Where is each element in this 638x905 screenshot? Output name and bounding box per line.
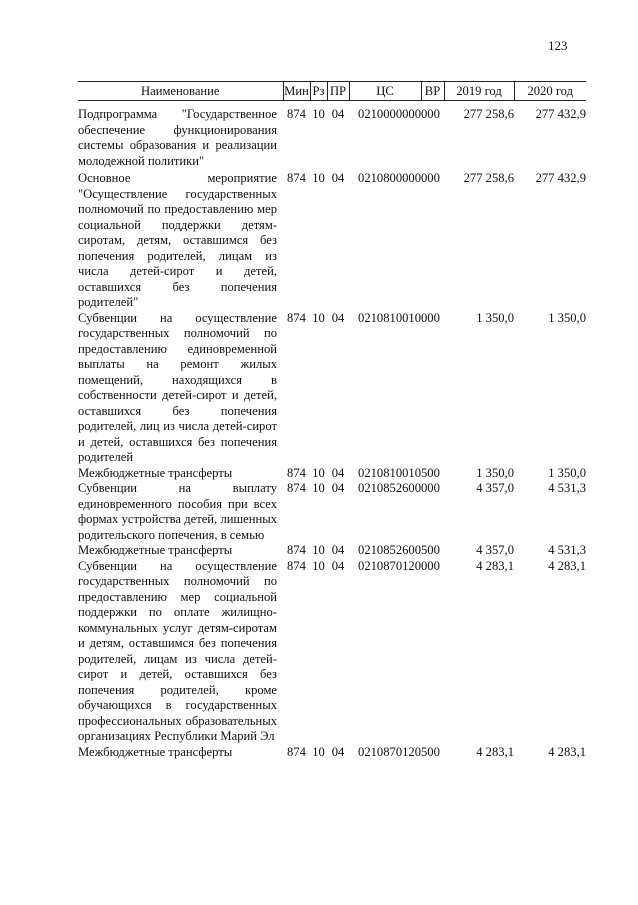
row-rz: 10 (312, 543, 325, 557)
table-row (78, 481, 586, 543)
row-cs: 0210800000 (358, 171, 421, 185)
row-name: Подпрограмма "Государственное обеспечение функционирования системы образования и реализации молодежной политики" (78, 107, 277, 168)
row-min: 874 (287, 107, 306, 121)
row-cs: 0210852600 (358, 481, 421, 495)
row-min: 874 (287, 543, 306, 557)
row-2020: 277 432,9 (535, 107, 586, 121)
row-rz: 10 (312, 310, 325, 325)
table-row (78, 171, 586, 311)
row-pr: 04 (331, 558, 345, 573)
row-2020: 4 531,3 (548, 481, 586, 495)
row-2020: 1 350,0 (548, 310, 586, 325)
row-name: Субвенции на осуществление государственных полномочий по предоставлению мер социальной поддержки по оплате жилищно-коммунальных услуг детям-сиротам и детям, оставшимся без попечения родителей, лицам из числа детей-сирот и детей, оставшихся без попечения родителей, кроме обучающихся в государственных профессиональных образовательных организациях Республики Марий Эл (78, 558, 277, 743)
row-min: 874 (287, 481, 306, 495)
row-pr: 04 (331, 481, 345, 495)
row-vr: 500 (421, 543, 440, 557)
row-rz: 10 (312, 171, 325, 185)
row-pr: 04 (331, 543, 345, 557)
row-pr: 04 (331, 171, 345, 185)
table-row (78, 559, 586, 745)
header-name: Наименование (78, 82, 283, 101)
table-row (78, 311, 586, 466)
row-2019: 4 283,1 (476, 558, 514, 573)
row-name: Основное мероприятие "Осуществление государственных полномочий по предоставлению мер социальной поддержки детям-сиротам, детям, оставшимся без попечения родителей, лицам из числа детей-сирот и детей, оставшихся без попечения родителей" (78, 171, 277, 309)
row-min: 874 (287, 558, 306, 573)
row-2019: 1 350,0 (476, 465, 514, 480)
page-number: 123 (548, 38, 568, 53)
row-name: Межбюджетные трансферты (78, 543, 233, 557)
row-pr: 04 (331, 107, 345, 121)
row-vr: 000 (421, 558, 440, 573)
row-2019: 277 258,6 (463, 171, 514, 185)
header-pr: ПР (327, 82, 349, 101)
row-pr: 04 (331, 310, 345, 325)
row-vr: 000 (421, 310, 440, 325)
row-name: Субвенции на выплату единовременного пособия при всех формах устройства детей, лишенных родительского попечения, в семью (78, 481, 277, 542)
row-rz: 10 (312, 465, 325, 480)
row-2019: 4 357,0 (476, 481, 514, 495)
row-cs: 0210852600 (358, 543, 421, 557)
row-2020: 277 432,9 (535, 171, 586, 185)
header-rz: Рз (310, 82, 327, 101)
row-cs: 0210870120 (358, 744, 421, 759)
row-2019: 4 283,1 (476, 744, 514, 759)
row-vr: 000 (421, 107, 440, 121)
row-cs: 0210810010 (358, 310, 421, 325)
header-2020: 2020 год (514, 82, 586, 101)
row-pr: 04 (331, 744, 345, 759)
row-name: Межбюджетные трансферты (78, 744, 233, 759)
row-rz: 10 (312, 558, 325, 573)
row-2019: 4 357,0 (476, 543, 514, 557)
row-vr: 500 (421, 744, 440, 759)
table-row (78, 543, 586, 559)
row-vr: 500 (421, 465, 440, 480)
row-rz: 10 (312, 107, 325, 121)
row-2020: 4 531,3 (548, 543, 586, 557)
row-min: 874 (287, 744, 306, 759)
row-cs: 0210870120 (358, 558, 421, 573)
row-2020: 1 350,0 (548, 465, 586, 480)
header-vr: ВР (421, 82, 444, 101)
table-row (78, 101, 586, 172)
row-min: 874 (287, 465, 306, 480)
row-name: Субвенции на осуществление государственных полномочий по предоставлению единовременной выплаты на ремонт жилых помещений, находящихся в собственности детей-сирот и детей, оставшихся без попечения родителей, лиц из числа детей-сирот и детей, оставшихся без попечения родителей (78, 310, 277, 464)
row-2020: 4 283,1 (548, 744, 586, 759)
header-min: Мин (283, 82, 310, 101)
table-header-row (78, 82, 586, 101)
table-row (78, 466, 586, 482)
row-2020: 4 283,1 (548, 558, 586, 573)
header-cs: ЦС (349, 82, 421, 101)
row-rz: 10 (312, 481, 325, 495)
row-name: Межбюджетные трансферты (78, 465, 233, 480)
row-2019: 1 350,0 (476, 310, 514, 325)
row-vr: 000 (421, 481, 440, 495)
table-row (78, 745, 586, 761)
row-min: 874 (287, 310, 306, 325)
row-min: 874 (287, 171, 306, 185)
row-vr: 000 (421, 171, 440, 185)
budget-table (78, 81, 586, 760)
row-cs: 0210000000 (358, 107, 421, 121)
row-pr: 04 (331, 465, 345, 480)
row-cs: 0210810010 (358, 465, 421, 480)
header-2019: 2019 год (444, 82, 514, 101)
row-2019: 277 258,6 (463, 107, 514, 121)
row-rz: 10 (312, 744, 325, 759)
